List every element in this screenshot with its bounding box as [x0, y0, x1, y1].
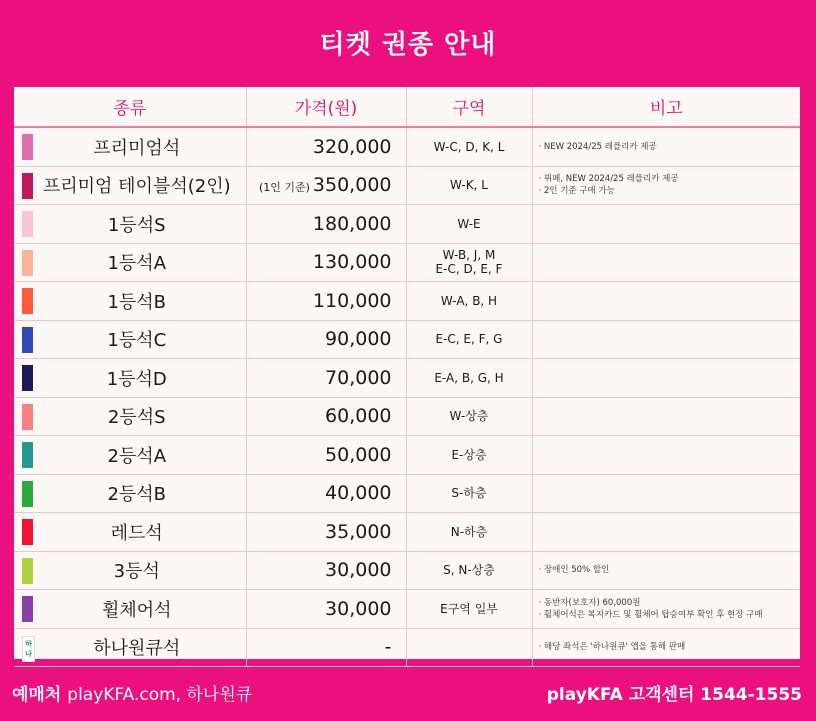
note-line: · 2인 기준 구매 가능 — [538, 186, 615, 197]
header-type: 종류 — [14, 87, 246, 127]
note-line: · 뷔페, NEW 2024/25 레플리카 제공 — [538, 174, 679, 185]
ticket-type-name: 1등석B — [107, 291, 167, 313]
price-cell — [246, 590, 406, 629]
zone-cell — [406, 127, 532, 166]
price-value: 180,000 — [312, 212, 392, 235]
color-swatch — [22, 173, 33, 199]
price-cell — [246, 205, 406, 244]
zone-line: E-C, D, E, F — [435, 262, 503, 277]
note-line: · 동반자(보호자) 60,000원 — [538, 597, 641, 608]
ticket-table — [14, 87, 800, 659]
price-value: 30,000 — [325, 597, 392, 620]
note-line: · 장애인 50% 할인 — [538, 565, 610, 576]
ticket-type-cell — [14, 590, 246, 629]
zone-cell — [406, 320, 532, 359]
note-line: · 휠체어석은 복지카드 및 휠체어 탑승여부 확인 후 현장 구매 — [538, 609, 763, 620]
color-swatch — [22, 211, 33, 237]
table-row — [14, 513, 800, 552]
price-prefix: (1인 기준) — [258, 181, 310, 195]
note-cell — [532, 359, 800, 398]
ticket-type-cell — [14, 551, 246, 590]
ticket-type-cell — [14, 513, 246, 552]
color-swatch — [22, 442, 33, 468]
price-value: 35,000 — [325, 520, 392, 543]
ticket-type-name: 프리미엄석 — [93, 137, 181, 159]
note-cell — [532, 320, 800, 359]
color-swatch — [22, 558, 33, 584]
header-price: 가격(원) — [246, 87, 406, 127]
price-cell — [246, 166, 406, 205]
ticket-type-name: 2등석A — [107, 445, 167, 467]
table-row — [14, 359, 800, 398]
zone-line: E-상층 — [451, 447, 487, 462]
price-value: - — [384, 636, 392, 659]
table-row — [14, 282, 800, 321]
price-value: 110,000 — [312, 289, 392, 312]
zone-line: S-하층 — [451, 486, 487, 501]
price-value: 90,000 — [325, 328, 392, 351]
zone-line: S, N-상층 — [443, 563, 495, 578]
zone-cell — [406, 436, 532, 475]
price-value: 30,000 — [325, 559, 392, 582]
table-row — [14, 551, 800, 590]
ticket-type-name: 1등석A — [107, 253, 167, 275]
price-cell — [246, 551, 406, 590]
ticket-type-cell — [14, 166, 246, 205]
note-cell — [532, 166, 800, 205]
zone-line: W-C, D, K, L — [433, 139, 505, 154]
header-zone: 구역 — [406, 87, 532, 127]
note-cell — [532, 282, 800, 321]
note-cell — [532, 205, 800, 244]
note-cell — [532, 243, 800, 282]
ticket-type-name: 1등석D — [106, 368, 167, 390]
footer-contact: playKFA 고객센터 1544-1555 — [546, 685, 802, 705]
table-header-row — [14, 87, 800, 127]
zone-cell — [406, 474, 532, 513]
color-swatch — [22, 596, 33, 622]
price-cell — [246, 436, 406, 475]
price-cell — [246, 320, 406, 359]
price-value: 60,000 — [325, 405, 392, 428]
price-cell — [246, 513, 406, 552]
zone-line: E-C, E, F, G — [435, 332, 503, 347]
ticket-type-name: 하나원큐석 — [93, 638, 181, 660]
zone-cell — [406, 166, 532, 205]
price-value: 40,000 — [325, 482, 392, 505]
color-swatch — [22, 288, 33, 314]
zone-cell — [406, 397, 532, 436]
ticket-type-cell — [14, 282, 246, 321]
ticket-type-cell — [14, 397, 246, 436]
price-value: 320,000 — [312, 135, 392, 158]
hana-logo-icon: 하나 — [22, 636, 35, 662]
zone-cell — [406, 205, 532, 244]
ticket-type-cell — [14, 474, 246, 513]
zone-line: W-E — [457, 216, 481, 231]
ticket-type-cell — [14, 436, 246, 475]
note-line: · NEW 2024/25 레플리카 제공 — [538, 141, 657, 152]
zone-cell — [406, 628, 532, 667]
color-swatch — [22, 481, 33, 507]
ticket-type-name: 프리미엄 테이블석(2인) — [42, 176, 231, 198]
price-value: 50,000 — [325, 443, 392, 466]
note-cell — [532, 127, 800, 166]
color-swatch — [22, 404, 33, 430]
ticket-type-cell — [14, 628, 246, 667]
color-swatch — [22, 134, 33, 160]
price-cell — [246, 397, 406, 436]
note-cell — [532, 628, 800, 667]
note-cell — [532, 397, 800, 436]
page-title: 티켓 권종 안내 — [319, 29, 497, 60]
note-cell — [532, 436, 800, 475]
color-swatch — [22, 250, 33, 276]
price-cell — [246, 474, 406, 513]
zone-line: E구역 일부 — [440, 601, 498, 616]
table-row — [14, 166, 800, 205]
table-row — [14, 590, 800, 629]
table-row — [14, 243, 800, 282]
ticket-type-cell — [14, 320, 246, 359]
ticket-type-cell — [14, 243, 246, 282]
zone-cell — [406, 359, 532, 398]
ticket-type-name: 2등석B — [107, 484, 167, 506]
ticket-type-name: 휠체어석 — [101, 599, 172, 621]
price-value: 70,000 — [325, 366, 392, 389]
footer-vendor — [12, 680, 252, 705]
zone-line: W-B, J, M — [442, 248, 496, 263]
ticket-type-name: 1등석C — [107, 330, 167, 352]
header-note: 비고 — [532, 87, 800, 127]
ticket-type-cell — [14, 205, 246, 244]
vendor-label: 예매처 — [12, 685, 62, 705]
ticket-type-name: 2등석S — [107, 407, 166, 429]
zone-cell — [406, 282, 532, 321]
color-swatch — [22, 327, 33, 353]
zone-line: W-상층 — [449, 409, 489, 424]
table-row — [14, 436, 800, 475]
zone-line: W-A, B, H — [440, 293, 498, 308]
table-row — [14, 127, 800, 166]
color-swatch — [22, 365, 33, 391]
zone-cell — [406, 590, 532, 629]
price-cell — [246, 359, 406, 398]
ticket-type-name: 3등석 — [113, 561, 160, 583]
ticket-type-name: 레드석 — [110, 522, 163, 544]
zone-cell — [406, 551, 532, 590]
zone-cell — [406, 243, 532, 282]
price-value: 350,000 — [312, 174, 392, 197]
color-swatch — [22, 519, 33, 545]
note-cell — [532, 590, 800, 629]
price-cell — [246, 628, 406, 667]
table-row — [14, 474, 800, 513]
table-row — [14, 320, 800, 359]
note-cell — [532, 474, 800, 513]
price-value: 130,000 — [312, 251, 392, 274]
zone-line: N-하층 — [450, 524, 488, 539]
price-cell — [246, 282, 406, 321]
zone-line: W-K, L — [450, 178, 488, 193]
zone-line: E-A, B, G, H — [434, 370, 504, 385]
table-row — [14, 205, 800, 244]
note-cell — [532, 513, 800, 552]
ticket-type-name: 1등석S — [107, 214, 166, 236]
note-cell — [532, 551, 800, 590]
price-cell — [246, 127, 406, 166]
table-row — [14, 628, 800, 667]
table-row — [14, 397, 800, 436]
ticket-type-cell — [14, 359, 246, 398]
note-line: · 해당 좌석은 '하나원큐' 앱을 통해 판매 — [538, 642, 686, 653]
zone-cell — [406, 513, 532, 552]
price-cell — [246, 243, 406, 282]
vendor-text: playKFA.com, 하나원큐 — [67, 685, 253, 705]
ticket-type-cell — [14, 127, 246, 166]
